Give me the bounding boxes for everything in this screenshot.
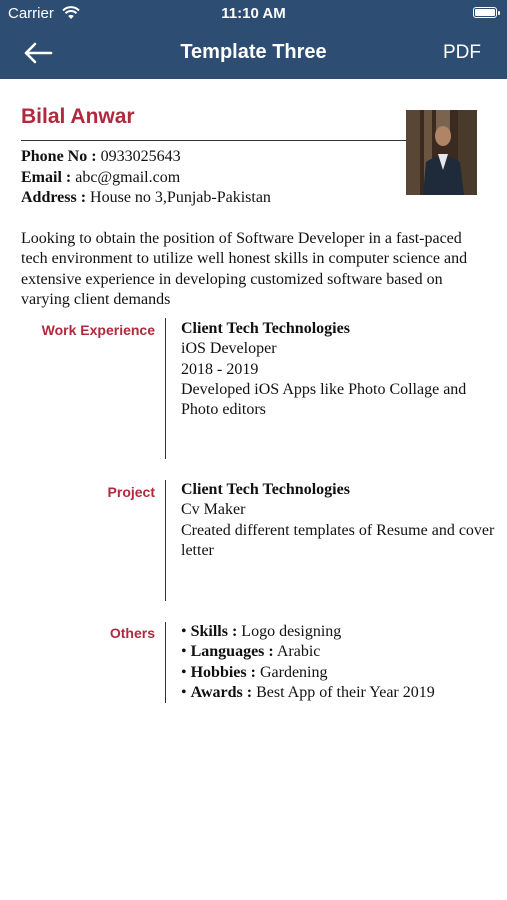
address-row [21, 188, 271, 209]
hobbies-value: Gardening [259, 663, 328, 681]
others-item-languages: • Languages : Arabic [181, 643, 321, 661]
others-label: Others [109, 625, 155, 641]
others-item-hobbies: • Hobbies : Gardening [181, 663, 328, 681]
hobbies-label: Hobbies : [190, 663, 256, 681]
project-description: Created different templates of Resume and cover letter [181, 521, 495, 559]
email-row [21, 168, 271, 189]
project-label: Project [107, 484, 155, 500]
phone-row [21, 147, 271, 168]
profile-photo [406, 110, 477, 195]
page-title: Template Three [180, 41, 327, 63]
status-bar [0, 0, 507, 28]
navigation-bar [0, 28, 507, 79]
awards-value: Best App of their Year 2019 [256, 683, 435, 701]
phone-label: Phone No : [21, 148, 97, 165]
email-label: Email : [21, 168, 72, 186]
address-value: House no 3,Punjab-Pakistan [90, 189, 271, 206]
project-divider [165, 480, 166, 601]
project-body [181, 480, 496, 561]
others-item-skills: • Skills : Logo designing [181, 623, 342, 640]
skills-value: Logo designing [241, 623, 342, 640]
awards-label: Awards : [190, 683, 253, 701]
others-body [181, 622, 496, 703]
languages-value: Arabic [276, 643, 321, 661]
battery-icon [473, 7, 497, 18]
work-experience-body [181, 319, 496, 420]
work-experience-divider [165, 318, 166, 459]
work-description: Developed iOS Apps like Photo Collage and Photo editors [181, 380, 467, 419]
others-divider [165, 622, 166, 703]
summary-text: Looking to obtain the position of Software Developer in a fast-paced tech environment to utilize well honest skills in computer science and extensive experience in developing customized software based on varying client demands [21, 230, 468, 308]
work-experience-label: Work Experience [41, 322, 155, 338]
others-item-awards: • Awards : Best App of their Year 2019 [181, 683, 435, 701]
email-value: abc@gmail.com [75, 168, 181, 186]
work-company: Client Tech Technologies [181, 320, 350, 337]
phone-value: 0933025643 [100, 148, 181, 165]
project-title: Cv Maker [181, 501, 246, 519]
languages-label: Languages : [190, 643, 274, 661]
project-company: Client Tech Technologies [181, 481, 350, 498]
work-role: iOS Developer [181, 340, 277, 358]
work-years: 2018 - 2019 [181, 360, 259, 378]
status-time: 11:10 AM [221, 5, 286, 22]
carrier-label: Carrier [8, 5, 54, 22]
name-divider [21, 140, 406, 141]
skills-label: Skills : [190, 623, 238, 640]
resume-name: Bilal Anwar [21, 105, 135, 128]
contact-info [21, 147, 271, 209]
address-label: Address : [21, 189, 87, 206]
pdf-button[interactable]: PDF [443, 42, 481, 63]
